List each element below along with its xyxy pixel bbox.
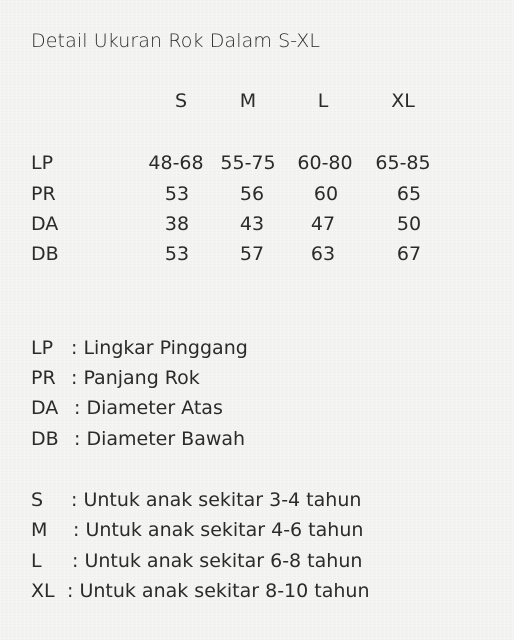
row-label-pr: PR: [31, 183, 56, 205]
legend-item-pr: [31, 367, 200, 389]
size-guide-xl: [31, 580, 370, 602]
size-header-m: M: [239, 90, 257, 112]
legend-item-db: [31, 428, 245, 450]
table-cell: 47: [310, 213, 336, 235]
row-label-da: DA: [31, 213, 59, 235]
table-cell: 53: [164, 243, 190, 265]
size-guide-desc: : Untuk anak sekitar 4-6 tahun: [73, 519, 364, 541]
table-cell: 50: [396, 213, 422, 235]
size-header-s: S: [174, 90, 188, 112]
legend-abbr: DB: [31, 428, 59, 450]
legend-abbr: PR: [31, 367, 56, 389]
size-guide-abbr: M: [31, 519, 48, 541]
size-guide-abbr: L: [31, 550, 42, 572]
size-header-xl: XL: [391, 90, 415, 112]
size-header-l: L: [317, 90, 329, 112]
table-cell: 60-80: [297, 152, 353, 174]
table-cell: 65-85: [375, 152, 431, 174]
legend-item-lp: [31, 337, 248, 359]
table-cell: 57: [239, 243, 265, 265]
size-guide-desc: : Untuk anak sekitar 6-8 tahun: [72, 550, 363, 572]
size-guide-abbr: S: [31, 489, 44, 511]
table-cell: 43: [239, 213, 265, 235]
legend-desc: : Panjang Rok: [71, 367, 200, 389]
size-guide-desc: : Untuk anak sekitar 8-10 tahun: [67, 580, 370, 602]
table-cell: 67: [396, 243, 422, 265]
size-guide-m: [31, 519, 363, 541]
table-cell: 48-68: [148, 152, 204, 174]
row-label-lp: LP: [31, 152, 54, 174]
legend-item-da: [31, 397, 223, 419]
row-label-db: DB: [31, 243, 59, 265]
size-guide-l: [31, 550, 362, 572]
table-cell: 60: [313, 183, 339, 205]
legend-desc: : Diameter Atas: [74, 397, 223, 419]
page-title: Detail Ukuran Rok Dalam S-XL: [31, 30, 321, 52]
table-cell: 63: [310, 243, 336, 265]
legend-abbr: DA: [31, 397, 59, 419]
size-guide-desc: : Untuk anak sekitar 3-4 tahun: [71, 489, 362, 511]
legend-desc: : Diameter Bawah: [74, 428, 246, 450]
table-cell: 65: [396, 183, 422, 205]
table-cell: 38: [164, 213, 190, 235]
legend-abbr: LP: [31, 337, 54, 359]
legend-desc: : Lingkar Pinggang: [71, 337, 248, 359]
table-cell: 56: [239, 183, 265, 205]
size-guide-s: [31, 489, 361, 511]
table-cell: 53: [164, 183, 190, 205]
table-cell: 55-75: [220, 152, 276, 174]
size-guide-abbr: XL: [31, 580, 55, 602]
